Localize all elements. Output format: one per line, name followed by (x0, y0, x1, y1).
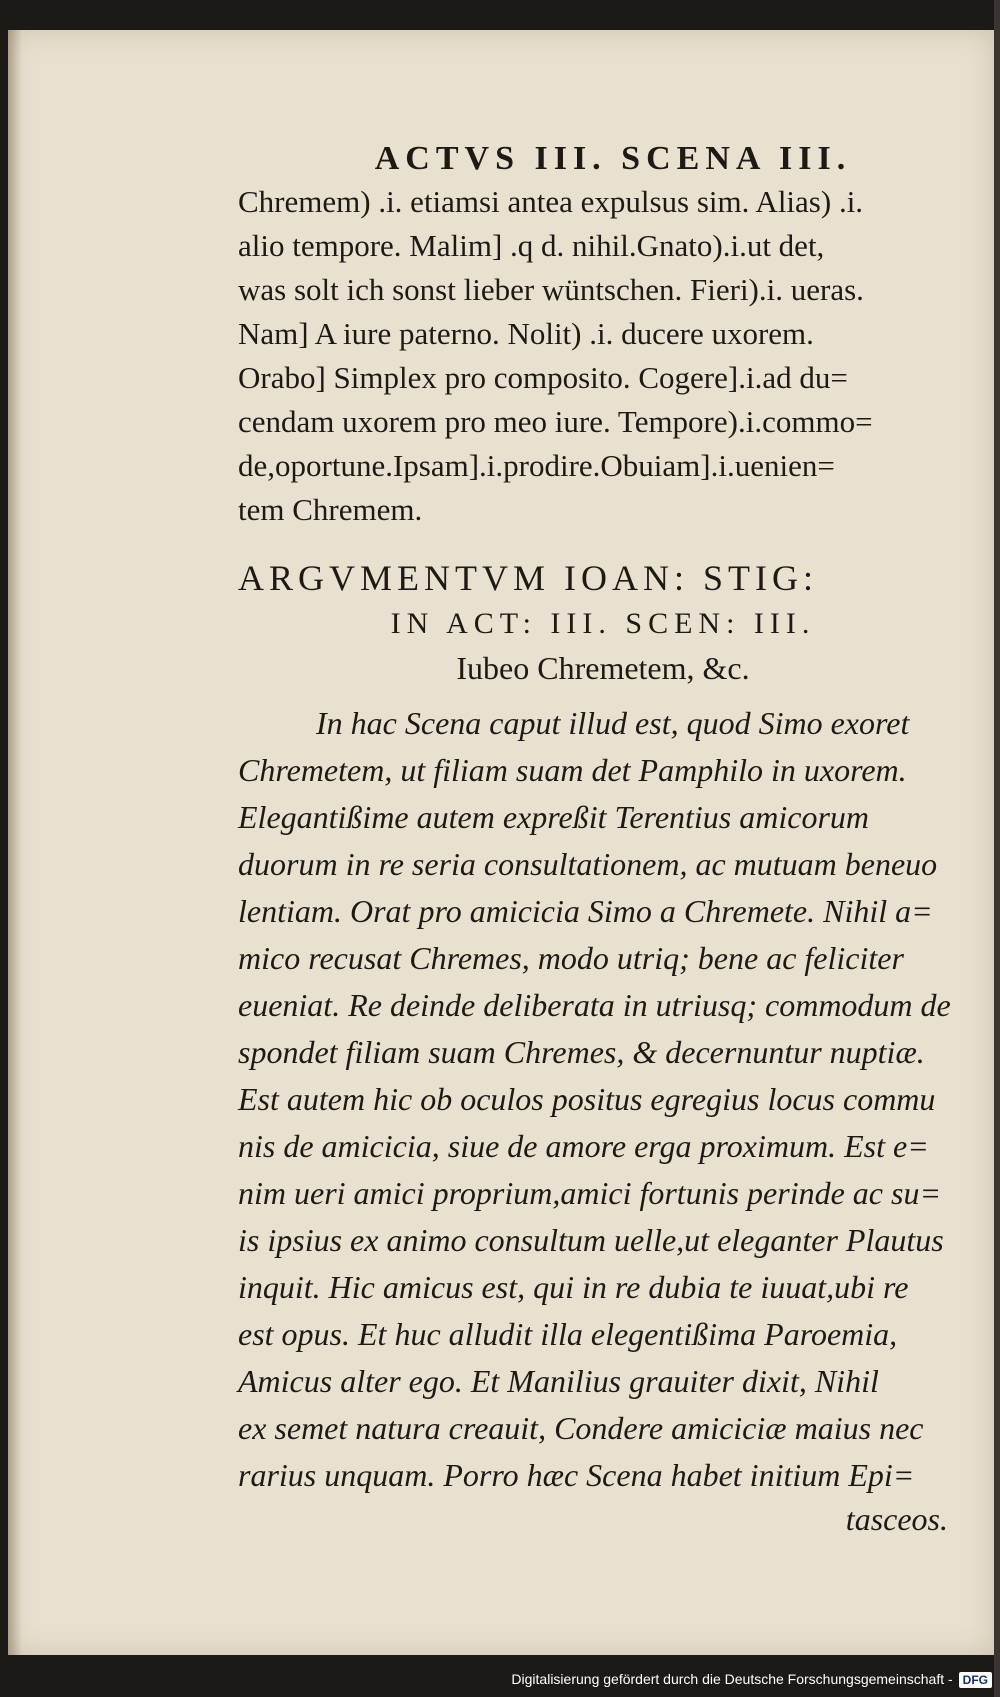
body-line: In hac Scena caput illud est, quod Simo exoret (316, 705, 910, 741)
body-line: eueniat. Re deinde deliberata in utriusq; commodum de (238, 987, 951, 1023)
body-line: mico recusat Chremes, modo utriq; bene ac feliciter (238, 940, 904, 976)
body-line: Chremetem, ut filiam suam det Pamphilo in uxorem. (238, 752, 907, 788)
commentary-line: was solt ich sonst lieber wüntschen. Fieri).i. ueras. (238, 272, 864, 307)
commentary-line: tem Chremem. (238, 492, 423, 527)
body-line: est opus. Et huc alludit illa elegentißima Paroemia, (238, 1316, 898, 1352)
catchword: tasceos. (845, 1501, 948, 1537)
commentary-line: Orabo] Simplex pro composito. Cogere].i.ad du= (238, 360, 848, 395)
digitization-footer (0, 1662, 1000, 1697)
argument-body (238, 700, 968, 1499)
dfg-logo-icon: DFG (959, 1672, 992, 1688)
body-line: inquit. Hic amicus est, qui in re dubia te iuuat,ubi re (238, 1269, 909, 1305)
body-line: Amicus alter ego. Et Manilius grauiter dixit, Nihil (238, 1363, 879, 1399)
body-line: nis de amicicia, siue de amore erga proximum. Est e= (238, 1128, 929, 1164)
body-line: lentiam. Orat pro amicicia Simo a Chremete. Nihil a= (238, 893, 933, 929)
body-line: spondet filiam suam Chremes, & decernuntur nuptiæ. (238, 1034, 925, 1070)
page-content (238, 140, 968, 1539)
commentary-line: cendam uxorem pro meo iure. Tempore).i.commo= (238, 404, 873, 439)
commentary-line: de,oportune.Ipsam].i.prodire.Obuiam].i.uenien= (238, 448, 835, 483)
book-edge (994, 0, 1000, 1697)
body-line: is ipsius ex animo consultum uelle,ut eleganter Plautus (238, 1222, 944, 1258)
commentary-line: Chremem) .i. etiamsi antea expulsus sim. Alias) .i. (238, 184, 864, 219)
commentary-line: Nam] A iure paterno. Nolit) .i. ducere uxorem. (238, 316, 814, 351)
argument-heading: ARGVMENTVM IOAN: STIG: (238, 558, 818, 598)
book-page (8, 30, 994, 1655)
body-line: Elegantißime autem expreßit Terentius amicorum (238, 799, 870, 835)
body-line: ex semet natura creauit, Condere amiciciæ maius nec (238, 1410, 924, 1446)
footer-credit: Digitalisierung gefördert durch die Deutsche Forschungsgemeinschaft - (511, 1671, 953, 1687)
commentary-block (238, 180, 968, 532)
argument-subheading: IN ACT: III. SCEN: III. (390, 607, 816, 640)
commentary-line: alio tempore. Malim] .q d. nihil.Gnato).i.ut det, (238, 228, 825, 263)
argument-incipit: Iubeo Chremetem, &c. (456, 650, 750, 686)
body-line: nim ueri amici proprium,amici fortunis perinde ac su= (238, 1175, 942, 1211)
body-line: rarius unquam. Porro hæc Scena habet initium Epi= (238, 1457, 915, 1493)
body-line: Est autem hic ob oculos positus egregius locus commu (238, 1081, 936, 1117)
running-head: ACTVS III. SCENA III. (374, 140, 852, 177)
body-line: duorum in re seria consultationem, ac mutuam beneuo (238, 846, 938, 882)
